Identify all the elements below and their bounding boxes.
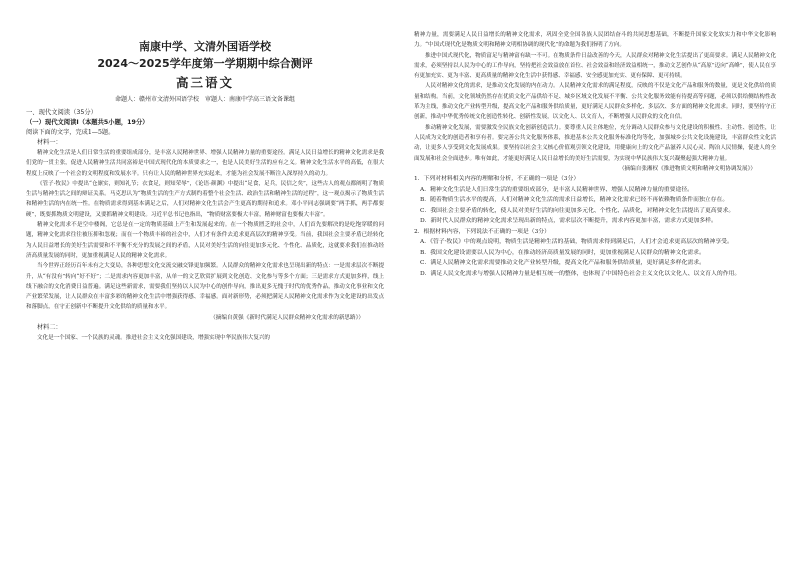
- question-1-option-d: D．新时代人民群众的精神文化需求呈现出新的特点，需求层次不断提升，需求内容更加丰富，需求方式更加多样。: [420, 218, 717, 225]
- question-1-option-c: C．我国社会主要矛盾的转化，使人民对美好生活的向往更加多元化、个性化、品质化，对精神文化生活提出了更高要求。: [420, 207, 735, 214]
- authors-line: 命题人：赣州市文清外国语学校 审题人：南康中学高三语文备课组: [114, 96, 295, 103]
- material1-label: 材料一：: [37, 139, 62, 146]
- question-1: 1．下列对材料相关内容的理解和分析，不正确的一项是（3分）: [414, 176, 580, 183]
- material1-source: （摘编自黄强《新时代满足人民群众精神文化需求的新思路》）: [210, 314, 364, 321]
- material2-first-line: 文化是一个国家、一个民族的灵魂。推进社会主义文化强国建设，增强实现中华民族伟大复兴的: [37, 335, 270, 342]
- material2-paragraph: 精神力量，需要满足人民日益增长的精神文化需求，巩固全党全国各族人民团结奋斗的共同思想基础，不断提升国家文化软实力和中华文化影响力。“中国式现代化是物质文明和精神文明相协调的现代化”的命题为我们指明了方向。: [414, 32, 776, 49]
- subject-title: 高三语文: [175, 75, 234, 90]
- question-2-option-d: D．满足人民文化需求与增强人民精神力量是相互统一的整体，也体现了中国特色社会主义文化以文化人、以文育人的作用。: [420, 270, 741, 277]
- question-2: 2．根据材料内容，下列说法不正确的一项是（3分）: [414, 228, 550, 235]
- question-2-option-b: B．我国文化建设需要以人民为中心，在推动经济高质量发展的同时，更加重视满足人民群众的精神文化需求。: [420, 249, 705, 256]
- material2-paragraph: 推进中国式现代化，物质富足与精神富有缺一不可。在物质条件日益改善的今天，人民群众对精神文化生活提出了更高要求。满足人民精神文化需求，必须坚持以人民为中心的工作导向，坚持把社会效益放在首位、社会效益和经济效益相统一，推动文艺创作从“高原”迈向“高峰”，使人民在享有更加充实、更为丰富、更高质量的精神文化生活中获得感、幸福感、安全感更加充实、更有保障、更可持续。: [414, 52, 776, 80]
- question-1-option-a: A．精神文化生活是人们日常生活的重要组成部分，是丰富人民精神世界、增强人民精神力量的重要途径。: [420, 186, 694, 193]
- left-column: [26, 0, 384, 562]
- material2-paragraph: 推动精神文化发展，需要激发全民族文化创新创造活力。要尊重人民主体地位，充分调动人民群众参与文化建设的积极性、主动性、创造性，让人民成为文化的创造者和享有者。要完善公共文化服务体系，推进基本公共文化服务标准化均等化，加强城乡公共文化设施建设，丰富群众性文化活动，让更多人享受到文化发展成果。要坚持以社会主义核心价值观引领文化建设，用健康向上的文化产品滋养人民心灵、陶冶人民情操，促进人的全面发展和社会全面进步。唯有如此，才能更好满足人民日益增长的美好生活需要，为实现中华民族伟大复兴凝聚起强大精神力量。: [414, 124, 776, 162]
- material2-source: （摘编自张湘权《推进物质文明和精神文明协调发展》）: [618, 165, 756, 172]
- question-1-option-b: B．随着物质生活水平的提高，人们对精神文化生活的需求日益增长，精神文化需求已经不再依赖物质条件而独立存在。: [420, 197, 729, 204]
- material2-label: 材料二：: [37, 324, 62, 332]
- school-title: 南康中学、文清外国语学校: [139, 40, 271, 53]
- question-2-option-a: A．《管子·牧民》中的观点说明，物质生活是精神生活的基础，物质需求得到满足后，人们才会追求更高层次的精神享受。: [420, 239, 733, 246]
- material2-paragraph: 人民对精神文化的需求，是推动文化发展的内在动力。人民精神文化需求的满足程度，反映的不仅是文化产品和服务的数量，更是文化供给的质量和结构。当前，文化领域仍然存在优质文化产品供给不足、城乡区域文化发展不平衡、公共文化服务效能有待提高等问题，必须以供给侧结构性改革为主线，推动文化产业转型升级，提高文化产品和服务供给质量，更好满足人民群众多样化、多层次、多方面的精神文化需求。同时，要坚持守正创新，推动中华优秀传统文化创造性转化、创新性发展，以文化人、以文育人，不断增强人民群众的文化自信。: [414, 83, 776, 121]
- material1-paragraph: 《管子·牧民》中提出“仓廪实，则知礼节；衣食足，则知荣辱”，《论语·颜渊》中提出“足食，足兵，民信之矣”，这些古人的观点都阐明了物质生活与精神生活之间的辩证关系。马克思认为“物质生活的生产方式制约着整个社会生活、政治生活和精神生活的过程”，这一观点揭示了物质生活和精神生活的内在统一性。在物质需求得到基本满足之后，人们对精神文化生活会产生更高的期待和追求。邓小平同志强调要“两手抓，两手都要硬”，既要抓物质文明建设，又要抓精神文明建设。习近平总书记也指出，“物质财富要极大丰富，精神财富也要极大丰富”。: [26, 180, 384, 218]
- exam-title: 2024～2025学年度第一学期期中综合测评: [97, 57, 313, 70]
- subsection-title: （一）现代文阅读Ⅰ（本题共5小题，19分）: [26, 119, 149, 126]
- question-2-option-c: C．满足人民精神文化需求需要推动文化产业转型升级，提高文化产品和服务供给质量，更好满足多样化需求。: [420, 260, 705, 267]
- material1-paragraph: 精神文化需求不是空中楼阁，它总是在一定的物质基础上产生和发展起来的。在一个物质匮乏的社会中，人们首先要解决的是吃饱穿暖的问题，精神文化需求往往被压抑和忽视；而在一个物质丰裕的社会中，人们才有条件去追求更高层次的精神享受。当前，我国社会主要矛盾已经转化为人民日益增长的美好生活需要和不平衡不充分的发展之间的矛盾，人民对美好生活的向往更加多元化、个性化、品质化，这就要求我们在推动经济高质量发展的同时，更加重视满足人民的精神文化需求。: [26, 222, 384, 259]
- instruction: 阅读下面的文字，完成1—5题。: [26, 129, 115, 136]
- material1-paragraph: 当今世界正经历百年未有之大变局，各种思想文化交流交融交锋更加频繁。人民群众的精神文化需求也呈现出新的特点：一是需求层次不断提升，从“有没有”转向“好不好”；二是需求内容更加丰富，从单一的文艺欣赏扩展到文化创造、文化参与等多个方面；三是需求方式更加多样，线上线下融合的文化消费日益普遍。满足这些新需求，需要我们坚持以人民为中心的创作导向，推出更多无愧于时代的优秀作品，推动文化事业和文化产业繁荣发展，让人民群众在丰富多彩的精神文化生活中增强获得感、幸福感。面对新形势，必须把满足人民精神文化需求作为文化建设的出发点和落脚点，在守正创新中不断提升文化供给的质量和水平。: [26, 263, 384, 311]
- right-column: [414, 0, 776, 562]
- material1-paragraph: 精神文化生活是人们日常生活的重要组成部分，是丰富人民精神世界、增强人民精神力量的重要途径。满足人民日益增长的精神文化需求是我们党的一贯主张，促进人民精神生活共同富裕是中国式现代化的本质要求之一，也是人民美好生活的应有之义。精神文化生活水平的高低，在很大程度上反映了一个社会的文明程度和发展水平。只有让人民的精神世界充实起来，才能为社会发展不断注入深厚持久的动力。: [26, 150, 384, 177]
- section-title: 一、现代文阅读（35分）: [26, 109, 97, 116]
